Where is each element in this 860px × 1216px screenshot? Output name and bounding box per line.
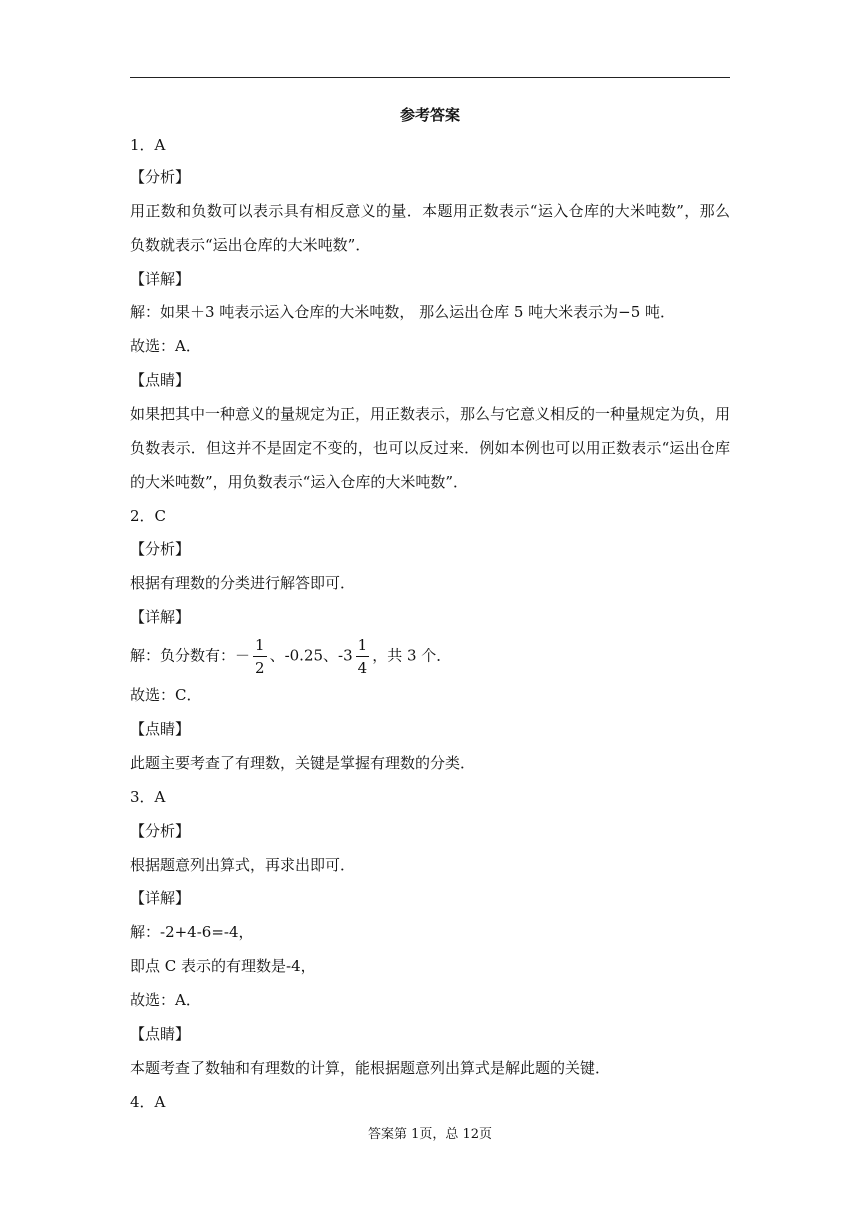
- choice-text: 故选：A．: [130, 991, 201, 1009]
- fraction-middle: 、-0.25、-3: [269, 646, 353, 665]
- choice-text: 故选：A．: [130, 337, 201, 355]
- comment-text: 负数表示．但这并不是固定不变的，也可以反过来．例如本例也可以用正数表示“运出仓库: [130, 439, 730, 457]
- fraction-denominator: 2: [255, 659, 265, 677]
- solution-text: 即点 C 表示的有理数是-4，: [130, 957, 316, 975]
- analysis-label: 【分析】: [130, 540, 191, 558]
- fraction-numerator: 1: [253, 634, 267, 657]
- solution-label: 【详解】: [130, 608, 191, 626]
- analysis-text: 负数就表示“运出仓库的大米吨数”．: [130, 236, 371, 254]
- solution-label: 【详解】: [130, 889, 191, 907]
- solution-text: 解：-2+4-6=-4，: [130, 923, 254, 941]
- solution-text: 解：如果＋3 吨表示运入仓库的大米吨数， 那么运出仓库 5 吨大米表示为−5 吨．: [130, 303, 676, 321]
- answer-2-heading: 2．C: [130, 507, 167, 525]
- fraction-denominator: 4: [357, 659, 368, 677]
- solution-label: 【详解】: [130, 270, 191, 288]
- answer-3-heading: 3．A: [130, 788, 166, 806]
- analysis-label: 【分析】: [130, 822, 191, 840]
- comment-text: 的大米吨数”，用负数表示“运入仓库的大米吨数”．: [130, 473, 469, 491]
- fraction-numerator: 1: [356, 634, 370, 657]
- page-title: 参考答案: [399, 106, 460, 124]
- analysis-text: 根据有理数的分类进行解答即可．: [130, 574, 356, 592]
- fraction-suffix: ，共 3 个．: [372, 646, 452, 665]
- fraction-one-half: [253, 634, 267, 679]
- header-rule: [130, 77, 730, 78]
- comment-label: 【点睛】: [130, 1025, 191, 1043]
- page-footer: 答案第 1页，总 12页: [367, 1127, 493, 1142]
- comment-label: 【点睛】: [130, 371, 191, 389]
- analysis-text: 用正数和负数可以表示具有相反意义的量．本题用正数表示“运入仓库的大米吨数”，那么: [130, 202, 730, 220]
- fraction-solution-line: [130, 634, 451, 679]
- analysis-label: 【分析】: [130, 168, 191, 186]
- answer-4-heading: 4．A: [130, 1093, 166, 1111]
- comment-text: 如果把其中一种意义的量规定为正，用正数表示，那么与它意义相反的一种量规定为负，用: [130, 405, 731, 423]
- fraction-prefix: 解：负分数有：－: [130, 646, 251, 665]
- comment-label: 【点睛】: [130, 720, 191, 738]
- answer-1-heading: 1．A: [130, 136, 166, 154]
- analysis-text: 根据题意列出算式，再求出即可．: [130, 856, 356, 874]
- choice-text: 故选：C．: [130, 686, 202, 704]
- comment-text: 此题主要考查了有理数，关键是掌握有理数的分类．: [130, 754, 476, 772]
- fraction-one-quarter: [356, 634, 370, 679]
- comment-text: 本题考查了数轴和有理数的计算，能根据题意列出算式是解此题的关键．: [130, 1059, 611, 1077]
